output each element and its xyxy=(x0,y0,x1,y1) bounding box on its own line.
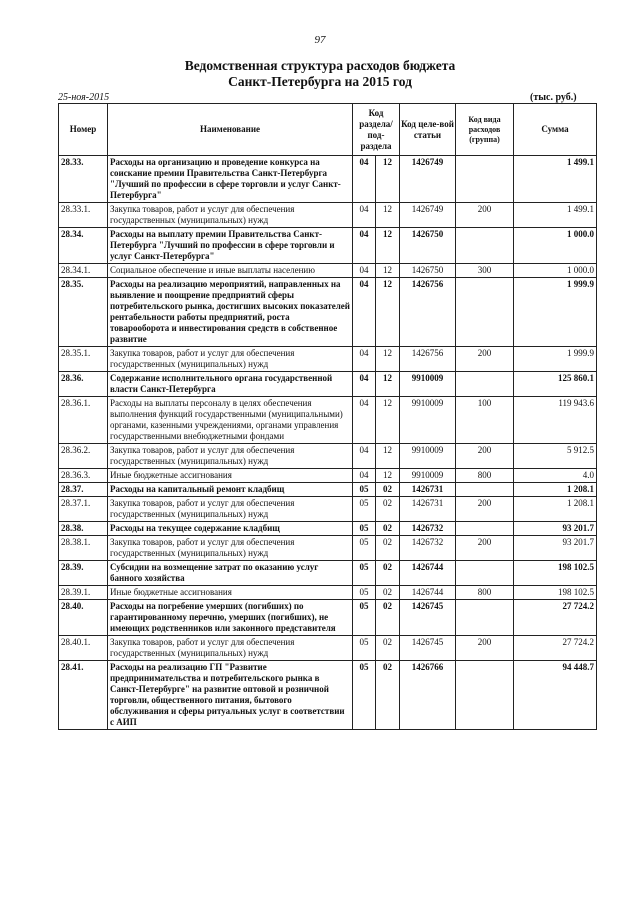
row-number: 28.37.1. xyxy=(59,497,108,522)
row-expense-type xyxy=(456,661,514,730)
row-subsection: 12 xyxy=(376,264,400,278)
row-name: Закупка товаров, работ и услуг для обеспечения государственных (муниципальных) нужд xyxy=(108,497,353,522)
header-target: Код целе-вой статьи xyxy=(400,104,456,156)
title-line-2: Санкт-Петербурга на 2015 год xyxy=(228,74,412,89)
row-expense-type: 200 xyxy=(456,636,514,661)
row-sum: 93 201.7 xyxy=(514,536,597,561)
row-sum: 1 499.1 xyxy=(514,203,597,228)
header-number: Номер xyxy=(59,104,108,156)
row-number: 28.41. xyxy=(59,661,108,730)
row-sum: 27 724.2 xyxy=(514,600,597,636)
row-section: 04 xyxy=(353,203,376,228)
row-expense-type xyxy=(456,228,514,264)
row-subsection: 12 xyxy=(376,372,400,397)
row-expense-type: 200 xyxy=(456,497,514,522)
row-sum: 1 208.1 xyxy=(514,497,597,522)
row-section: 05 xyxy=(353,536,376,561)
row-expense-type xyxy=(456,561,514,586)
row-section: 04 xyxy=(353,397,376,444)
row-sum: 1 499.1 xyxy=(514,156,597,203)
row-expense-type xyxy=(456,156,514,203)
row-subsection: 12 xyxy=(376,469,400,483)
row-name: Расходы на выплату премии Правительства Санкт-Петербурга "Лучший по профессии в сфере торговли и услуг Санкт-Петербурга" xyxy=(108,228,353,264)
row-subsection: 02 xyxy=(376,586,400,600)
row-target-code: 1426749 xyxy=(400,156,456,203)
row-section: 05 xyxy=(353,661,376,730)
table-row xyxy=(59,372,597,397)
row-subsection: 12 xyxy=(376,203,400,228)
row-subsection: 02 xyxy=(376,661,400,730)
row-target-code: 9910009 xyxy=(400,469,456,483)
row-subsection: 12 xyxy=(376,347,400,372)
row-name: Расходы на капитальный ремонт кладбищ xyxy=(108,483,353,497)
row-name: Закупка товаров, работ и услуг для обеспечения государственных (муниципальных) нужд xyxy=(108,203,353,228)
header-sum: Сумма xyxy=(514,104,597,156)
row-target-code: 1426731 xyxy=(400,483,456,497)
row-number: 28.36.2. xyxy=(59,444,108,469)
row-number: 28.35. xyxy=(59,278,108,347)
row-expense-type: 300 xyxy=(456,264,514,278)
row-sum: 5 912.5 xyxy=(514,444,597,469)
row-number: 28.38.1. xyxy=(59,536,108,561)
row-subsection: 02 xyxy=(376,483,400,497)
row-name: Содержание исполнительного органа государственной власти Санкт-Петербурга xyxy=(108,372,353,397)
row-section: 05 xyxy=(353,483,376,497)
row-target-code: 1426731 xyxy=(400,497,456,522)
row-target-code: 9910009 xyxy=(400,397,456,444)
page-number: 97 xyxy=(314,34,326,46)
row-name: Расходы на погребение умерших (погибших) по гарантированному перечню, умерших (погибших), не имеющих родственников или законного представителя xyxy=(108,600,353,636)
row-target-code: 1426732 xyxy=(400,522,456,536)
row-subsection: 02 xyxy=(376,561,400,586)
table-row xyxy=(59,469,597,483)
table-row xyxy=(59,561,597,586)
table-row xyxy=(59,586,597,600)
row-sum: 125 860.1 xyxy=(514,372,597,397)
row-expense-type: 200 xyxy=(456,203,514,228)
row-name: Закупка товаров, работ и услуг для обеспечения государственных (муниципальных) нужд xyxy=(108,636,353,661)
row-section: 05 xyxy=(353,561,376,586)
table-row xyxy=(59,497,597,522)
row-expense-type xyxy=(456,522,514,536)
row-subsection: 12 xyxy=(376,156,400,203)
row-number: 28.36.3. xyxy=(59,469,108,483)
table-row xyxy=(59,536,597,561)
row-section: 05 xyxy=(353,636,376,661)
row-number: 28.35.1. xyxy=(59,347,108,372)
table-row xyxy=(59,661,597,730)
row-target-code: 9910009 xyxy=(400,444,456,469)
table-row xyxy=(59,483,597,497)
row-expense-type xyxy=(456,278,514,347)
row-expense-type xyxy=(456,600,514,636)
table-row xyxy=(59,600,597,636)
row-section: 04 xyxy=(353,156,376,203)
row-subsection: 02 xyxy=(376,536,400,561)
row-sum: 1 999.9 xyxy=(514,278,597,347)
row-section: 04 xyxy=(353,444,376,469)
row-target-code: 1426749 xyxy=(400,203,456,228)
row-section: 05 xyxy=(353,600,376,636)
row-expense-type: 200 xyxy=(456,536,514,561)
row-number: 28.34.1. xyxy=(59,264,108,278)
row-name: Иные бюджетные ассигнования xyxy=(108,469,353,483)
row-sum: 1 000.0 xyxy=(514,264,597,278)
row-number: 28.39. xyxy=(59,561,108,586)
row-sum: 198 102.5 xyxy=(514,561,597,586)
row-number: 28.40.1. xyxy=(59,636,108,661)
row-subsection: 02 xyxy=(376,522,400,536)
row-number: 28.40. xyxy=(59,600,108,636)
row-sum: 1 208.1 xyxy=(514,483,597,497)
row-target-code: 1426750 xyxy=(400,264,456,278)
row-sum: 27 724.2 xyxy=(514,636,597,661)
header-name: Наименование xyxy=(108,104,353,156)
row-name: Расходы на реализацию ГП "Развитие предпринимательства и потребительского рынка в Санкт-Петербурге" на развитие оптовой и розничной торговли, общественного питания, бытового обслуживания и сферы ритуальных услуг в соответствии с АИП xyxy=(108,661,353,730)
row-name: Закупка товаров, работ и услуг для обеспечения государственных (муниципальных) нужд xyxy=(108,444,353,469)
row-subsection: 02 xyxy=(376,636,400,661)
row-name: Расходы на выплаты персоналу в целях обеспечения выполнения функций государственными (муниципальными) органами, казенными учреждениями, органами управления государственными внебюджетными фондами xyxy=(108,397,353,444)
row-name: Расходы на организацию и проведение конкурса на соискание премии Правительства Санкт-Петербурга "Лучший по профессии в сфере торговли и услуг Санкт-Петербурга" xyxy=(108,156,353,203)
header-section: Код раздела/ под-раздела xyxy=(353,104,400,156)
row-expense-type xyxy=(456,372,514,397)
row-number: 28.36. xyxy=(59,372,108,397)
row-number: 28.34. xyxy=(59,228,108,264)
table-body xyxy=(59,156,597,730)
title-line-1: Ведомственная структура расходов бюджета xyxy=(184,58,456,73)
table-row xyxy=(59,156,597,203)
table-row xyxy=(59,203,597,228)
table-header-row xyxy=(59,104,597,156)
row-number: 28.33. xyxy=(59,156,108,203)
row-subsection: 12 xyxy=(376,397,400,444)
row-subsection: 12 xyxy=(376,444,400,469)
row-sum: 4.0 xyxy=(514,469,597,483)
row-section: 04 xyxy=(353,264,376,278)
row-target-code: 1426745 xyxy=(400,600,456,636)
row-sum: 119 943.6 xyxy=(514,397,597,444)
row-expense-type: 200 xyxy=(456,347,514,372)
row-number: 28.36.1. xyxy=(59,397,108,444)
row-section: 04 xyxy=(353,347,376,372)
row-name: Закупка товаров, работ и услуг для обеспечения государственных (муниципальных) нужд xyxy=(108,536,353,561)
row-name: Субсидии на возмещение затрат по оказанию услуг банного хозяйства xyxy=(108,561,353,586)
row-sum: 94 448.7 xyxy=(514,661,597,730)
row-sum: 1 000.0 xyxy=(514,228,597,264)
row-expense-type: 200 xyxy=(456,444,514,469)
row-target-code: 1426750 xyxy=(400,228,456,264)
row-target-code: 1426744 xyxy=(400,586,456,600)
units-label: (тыс. руб.) xyxy=(530,92,577,103)
row-name: Закупка товаров, работ и услуг для обеспечения государственных (муниципальных) нужд xyxy=(108,347,353,372)
header-expense-type: Код вида расходов (группа) xyxy=(456,104,514,156)
table-row xyxy=(59,397,597,444)
row-number: 28.39.1. xyxy=(59,586,108,600)
table-row xyxy=(59,278,597,347)
table-row xyxy=(59,522,597,536)
table-row xyxy=(59,228,597,264)
row-target-code: 1426756 xyxy=(400,278,456,347)
row-section: 04 xyxy=(353,228,376,264)
row-expense-type: 800 xyxy=(456,469,514,483)
budget-table xyxy=(58,103,597,730)
row-section: 04 xyxy=(353,278,376,347)
row-section: 05 xyxy=(353,586,376,600)
row-target-code: 1426766 xyxy=(400,661,456,730)
row-section: 05 xyxy=(353,522,376,536)
document-date: 25-ноя-2015 xyxy=(58,92,110,103)
row-subsection: 02 xyxy=(376,497,400,522)
row-expense-type xyxy=(456,483,514,497)
row-sum: 198 102.5 xyxy=(514,586,597,600)
table-row xyxy=(59,636,597,661)
row-sum: 1 999.9 xyxy=(514,347,597,372)
row-section: 04 xyxy=(353,469,376,483)
page-title xyxy=(0,58,640,90)
row-number: 28.38. xyxy=(59,522,108,536)
row-target-code: 9910009 xyxy=(400,372,456,397)
row-name: Расходы на реализацию мероприятий, направленных на выявление и поощрение предприятий сферы потребительского рынка, достигших высоких показателей рентабельности работы предприятий, роста товарооборота и инвестирования средств в собственное развитие xyxy=(108,278,353,347)
row-subsection: 02 xyxy=(376,600,400,636)
row-number: 28.33.1. xyxy=(59,203,108,228)
row-name: Расходы на текущее содержание кладбищ xyxy=(108,522,353,536)
row-section: 04 xyxy=(353,372,376,397)
row-section: 05 xyxy=(353,497,376,522)
row-target-code: 1426745 xyxy=(400,636,456,661)
row-name: Социальное обеспечение и иные выплаты населению xyxy=(108,264,353,278)
table-row xyxy=(59,264,597,278)
row-sum: 93 201.7 xyxy=(514,522,597,536)
row-number: 28.37. xyxy=(59,483,108,497)
row-expense-type: 800 xyxy=(456,586,514,600)
row-target-code: 1426744 xyxy=(400,561,456,586)
row-expense-type: 100 xyxy=(456,397,514,444)
row-target-code: 1426732 xyxy=(400,536,456,561)
row-subsection: 12 xyxy=(376,278,400,347)
table-row xyxy=(59,444,597,469)
table-row xyxy=(59,347,597,372)
row-target-code: 1426756 xyxy=(400,347,456,372)
row-subsection: 12 xyxy=(376,228,400,264)
row-name: Иные бюджетные ассигнования xyxy=(108,586,353,600)
